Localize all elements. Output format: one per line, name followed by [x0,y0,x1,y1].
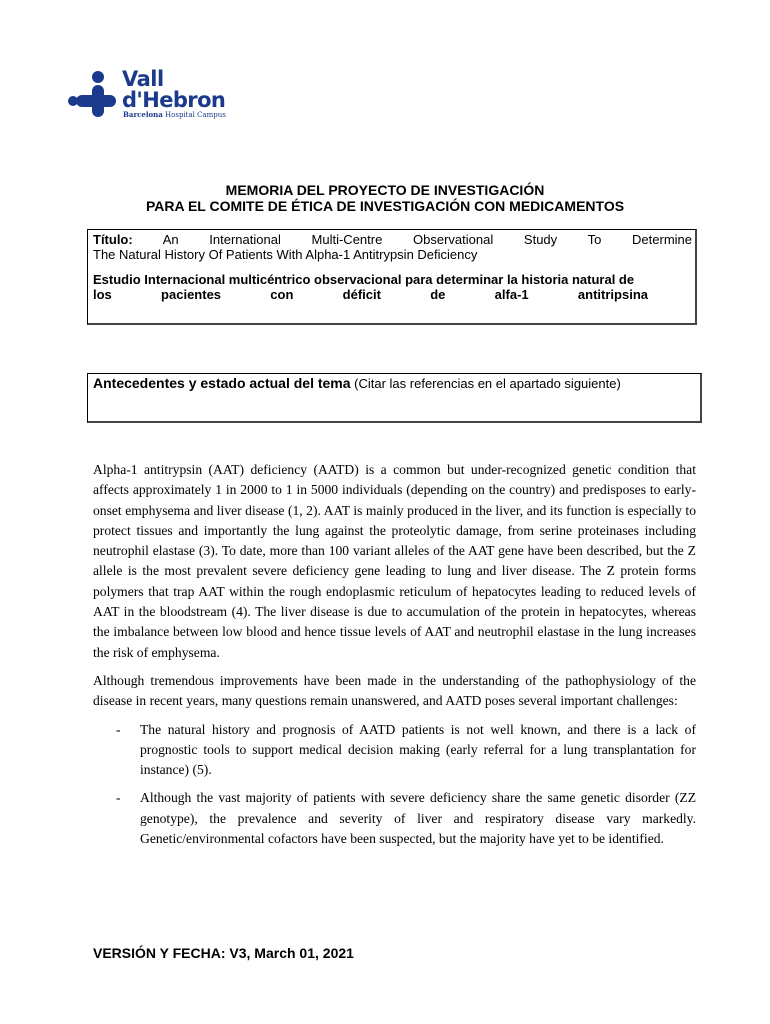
title-box [87,229,697,325]
title-en-text1: An International Multi-Centre Observational Study To Determine [132,232,692,247]
title-es-line2: los pacientes con déficit de alfa-1 antitripsina [93,287,648,302]
logo-text-dhebron: d'Hebron [122,88,226,112]
section-note: (Citar las referencias en el apartado siguiente) [350,376,621,391]
title-en-line1 [93,232,692,247]
body-paragraph-2: Although tremendous improvements have been made in the understanding of the pathophysiology of the disease in recent years, many questions remain unanswered, and AATD poses several important challenges: [93,672,696,709]
cross-logo-icon [66,70,118,120]
body-paragraph-1: Alpha-1 antitrypsin (AAT) deficiency (AATD) is a common but under-recognized genetic condition that affects approximately 1 in 2000 to 1 in 5000 individuals (depending on the country) and predisposes to early-onset emphysema and liver disease (1, 2). AAT is mainly produced in the liver, and its function is especially to protect tissues and importantly the lung against the proteolytic damage, from serine proteinases including neutrophil elastase (3). To date, more than 100 variant alleles of the AAT gene have been described, but the Z allele is the most prevalent severe deficiency gene leading to lung and liver disease. The Z protein forms polymers that trap AAT within the rough endoplasmic reticulum of hepatocytes leading to reduced levels of AAT in the bloodstream (4). The liver disease is due to accumulation of the protein in hepatocytes, whereas the imbalance between low blood and hence tissue levels of AAT and neutrophil elastase in the lung increases the risk of emphysema. [93,462,696,660]
title-label: Título: [93,232,133,247]
bullet-text-1: The natural history and prognosis of AATD patients is not well known, and there is a lack of prognostic tools to support medical decision making (early referral for a lung transplantation for instance) (5). [140,721,696,778]
list-item [93,788,696,849]
bullet-text-2: Although the vast majority of patients with severe deficiency share the same genetic disorder (ZZ genotype), the prevalence and severity of liver and respiratory disease vary markedly. Genetic/environmental cofactors have been suspected, but the majority have yet to be identified. [140,790,696,847]
title-es-line1: Estudio Internacional multicéntrico observacional para determinar la historia natural de [93,272,635,287]
bullet-marker: - [116,790,121,806]
list-item [93,720,696,781]
section-title: Antecedentes y estado actual del tema [93,375,351,391]
vall-dhebron-logo [66,68,246,124]
document-heading-line2: PARA EL COMITE DE ÉTICA DE INVESTIGACIÓN CON MEDICAMENTOS [145,198,625,214]
body-text [93,460,696,857]
bullet-marker: - [116,721,121,737]
version-date-footer: VERSIÓN Y FECHA: V3, March 01, 2021 [93,945,354,961]
logo-subtitle-city: Barcelona [123,110,163,119]
section-box-background [87,373,702,423]
document-heading-line1: MEMORIA DEL PROYECTO DE INVESTIGACIÓN [225,182,545,198]
logo-subtitle [123,110,226,119]
title-en-line2: The Natural History Of Patients With Alpha-1 Antitrypsin Deficiency [93,247,478,262]
logo-text-vall: Vall [122,67,164,91]
logo-subtitle-rest: Hospital Campus [162,111,226,119]
